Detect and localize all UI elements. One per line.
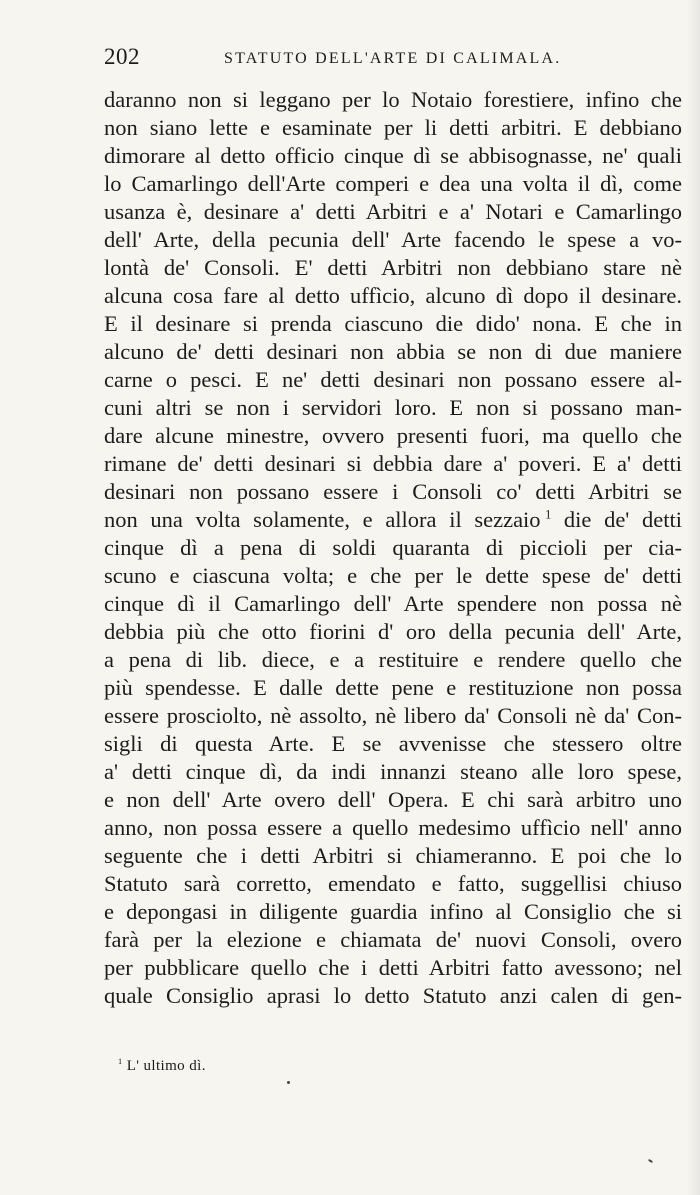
text-line: debbia più che otto fiorini d' oro della pecunia dell' Arte, — [104, 619, 682, 644]
text-line: farà per la elezione e chiamata de' nuovi Consoli, overo — [104, 927, 682, 952]
text-line: usanza è, desinare a' detti Arbitri e a' Notari e Camarlingo — [104, 199, 682, 224]
text-line: non siano lette e esaminate per li detti arbitri. E debbiano — [104, 115, 682, 140]
text-line: sigli di questa Arte. E se avvenisse che stessero oltre — [104, 731, 682, 756]
text-line: E il desinare si prenda ciascuno die dido' nona. E che in — [104, 311, 682, 336]
text-line: a pena di lib. diece, e a restituire e rendere quello che — [104, 647, 682, 672]
ink-speck — [648, 1159, 653, 1164]
footnote-marker: 1 — [118, 1057, 123, 1066]
text-line: a' detti cinque dì, da indi innanzi steano alle loro spese, — [104, 759, 682, 784]
text-line: daranno non si leggano per lo Notaio forestiere, infino che — [104, 87, 682, 112]
footnote-reference: 1 — [545, 507, 552, 522]
text-line: quale Consiglio aprasi lo detto Statuto anzi calen di gen- — [104, 983, 682, 1008]
text-line: seguente che i detti Arbitri si chiameranno. E poi che lo — [104, 843, 682, 868]
text-line: rimane de' detti desinari si debbia dare a' poveri. E a' detti — [104, 451, 682, 476]
text-line: dare alcune minestre, ovvero presenti fuori, ma quello che — [104, 423, 682, 448]
text-line: lontà de' Consoli. E' detti Arbitri non debbiano stare nè — [104, 255, 682, 280]
text-line: più spendesse. E dalle dette pene e restituzione non possa — [104, 675, 682, 700]
ink-speck — [287, 1081, 290, 1084]
body-text — [104, 86, 682, 1010]
text-line: alcuno de' detti desinari non abbia se non di due maniere — [104, 339, 682, 364]
text-line: e depongasi in diligente guardia infino al Consiglio che si — [104, 899, 682, 924]
page-number: 202 — [104, 44, 140, 69]
text-line: cinque dì il Camarlingo dell' Arte spendere non possa nè — [104, 591, 682, 616]
running-title: STATUTO DELL'ARTE DI CALIMALA. — [224, 50, 562, 67]
text-line: cuni altri se non i servidori loro. E non si possano man- — [104, 395, 682, 420]
text-line: alcuna cosa fare al detto uffìcio, alcuno dì dopo il desinare. — [104, 283, 682, 308]
text-fragment: non una volta solamente, e allora il sezzaio — [104, 507, 541, 532]
text-line: anno, non possa essere a quello medesimo uffìcio nell' anno — [104, 815, 682, 840]
text-line: lo Camarlingo dell'Arte comperi e dea una volta il dì, come — [104, 171, 682, 196]
footnote-text: L' ultimo dì. — [126, 1058, 206, 1074]
text-line: carne o pesci. E ne' detti desinari non possano essere al- — [104, 367, 682, 392]
page-edge-shadow — [686, 0, 700, 1195]
page-header — [104, 44, 681, 80]
footnote — [118, 1058, 206, 1075]
text-line: dell' Arte, della pecunia dell' Arte facendo le spese a vo- — [104, 227, 682, 252]
text-fragment: die de' detti — [563, 507, 682, 532]
text-line: scuno e ciascuna volta; e che per le dette spese de' detti — [104, 563, 682, 588]
text-line: desinari non possano essere i Consoli co' detti Arbitri se — [104, 479, 682, 504]
text-line: e non dell' Arte overo dell' Opera. E chi sarà arbitro uno — [104, 787, 682, 812]
text-line-with-footnote-ref — [104, 506, 682, 534]
text-line: essere prosciolto, nè assolto, nè libero da' Consoli nè da' Con- — [104, 703, 682, 728]
text-line: Statuto sarà corretto, emendato e fatto, suggellisi chiuso — [104, 871, 682, 896]
text-line: dimorare al detto officio cinque dì se abbisognasse, ne' quali — [104, 143, 682, 168]
text-line: per pubblicare quello che i detti Arbitri fatto avessono; nel — [104, 955, 682, 980]
text-line: cinque dì a pena di soldi quaranta di piccioli per cia- — [104, 535, 682, 560]
